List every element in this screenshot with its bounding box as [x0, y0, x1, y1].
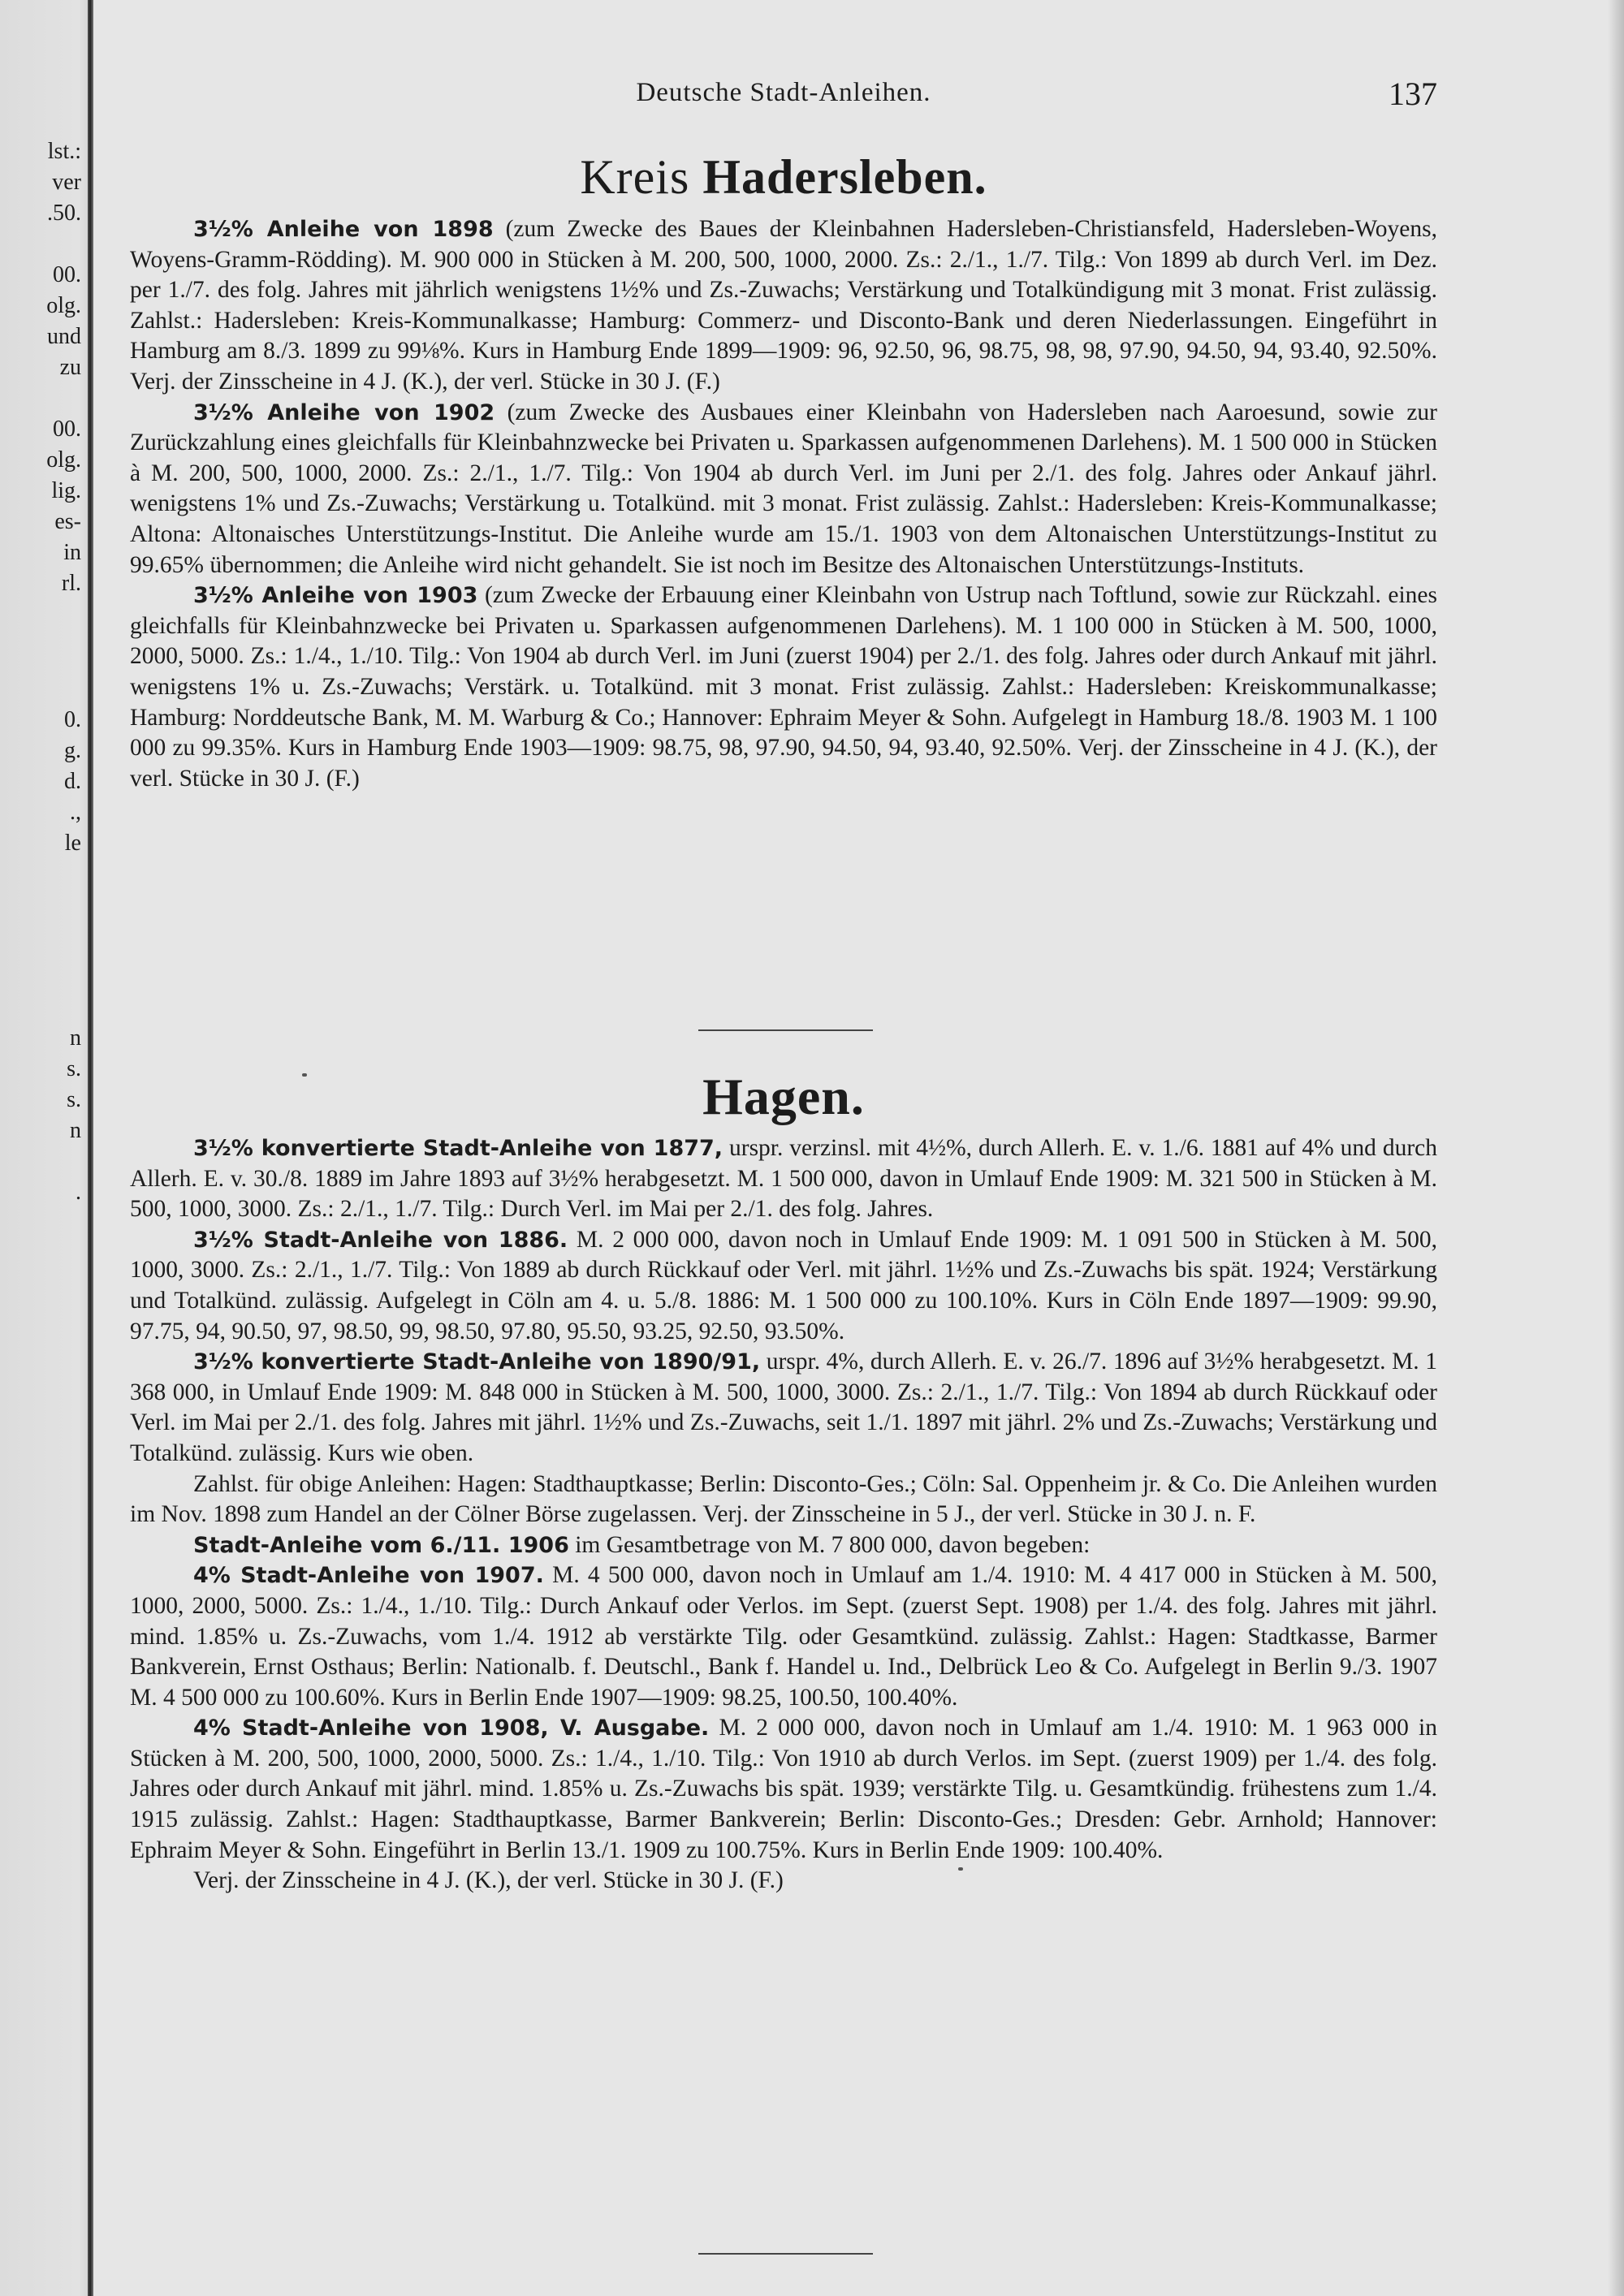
section-body-hadersleben: [130, 214, 1437, 794]
bond-entry: [130, 1530, 1437, 1561]
print-speck: [958, 1867, 963, 1871]
bond-entry-text: M. 4 500 000, davon noch in Umlauf am 1./4. 1910: M. 4 417 000 in Stücken à M. 500, 1000, 2000, 5000. Zs.: 1./4., 1./10. Tilg.: Durch Ankauf oder Verlos. im Sept. (zuerst Sept. 1908) per 1./4. des folg. Jahres mit jährl. mind. 1.85% u. Zs.-Zuwachs, vom 1./4. 1912 ab verstärkte Tilg. oder Gesamtkünd. zulässig. Zahlst.: Hagen: Stadtkasse, Barmer Bankverein, Ernst Osthaus; Berlin: Nationalb. f. Deutschl., Bank f. Handel u. Ind., Delbrück Leo & Co. Aufgelegt in Berlin 9./3. 1907 M. 4 500 000 zu 100.60%. Kurs in Berlin Ende 1907—1909: 98.25, 100.50, 100.40%.: [130, 1562, 1437, 1711]
margin-fragment: 00.: [53, 416, 81, 442]
bond-entry-text: M. 2 000 000, davon noch in Umlauf Ende 1909: M. 1 091 500 in Stücken à M. 500, 1000, 3000. Zs.: 2./1., 1./7. Tilg.: Von 1889 ab durch Rückkauf oder Verl. mit jährl. 1½% und Zs.-Zuwachs bis spät. 1924; Verstärkung und Totalkünd. zulässig. Aufgelegt in Cöln am 4. u. 5./8. 1886: M. 1 500 000 zu 100.10%. Kurs in Cöln Ende 1897—1909: 99.90, 97.75, 94, 90.50, 97, 98.50, 99, 98.50, 97.80, 95.50, 93.25, 92.50, 93.50%.: [130, 1226, 1438, 1344]
margin-fragment: [0, 1146, 81, 1177]
margin-fragment: und: [47, 324, 81, 349]
bond-entry-text: Zahlst. für obige Anleihen: Hagen: Stadthauptkasse; Berlin: Disconto-Ges.; Cöln: Sal. Oppenheim jr. & Co. Die Anleihen wurden im Nov. 1898 zum Handel an der Cölner Börse zugelassen. Verj. der Zinsscheine in 5 J., der verl. Stücke in 30 J. n. F.: [130, 1470, 1437, 1528]
bond-entry-heading: Stadt-Anleihe vom 6./11. 1906: [193, 1532, 569, 1558]
left-margin-fragments-1: [0, 136, 81, 599]
margin-fragment: olg.: [46, 447, 81, 473]
bond-entry: [130, 214, 1437, 398]
section-divider: [698, 1029, 873, 1031]
bond-entry: [130, 1560, 1437, 1713]
margin-fragment: zu: [59, 355, 81, 380]
bond-entry-text: (zum Zwecke des Baues der Kleinbahnen Hadersleben-Christiansfeld, Hadersleben-Woyens, Woyens-Gramm-Rödding). M. 900 000 in Stücken à M. 200, 500, 1000, 2000. Zs.: 2./1., 1./7. Tilg.: Von 1899 ab durch Verl. im Dez. per 1./7. des folg. Jahres mit jährlich wenigstens 1½% und Zs.-Zuwachs; Verstärkung und Totalkündigung mit 3 monat. Frist zulässig. Zahlst.: Hadersleben: Kreis-Kommunalkasse; Hamburg: Commerz- und Disconto-Bank und deren Niederlassungen. Eingeführt in Hamburg am 8./3. 1899 zu 99⅛%. Kurs in Hamburg Ende 1899—1909: 96, 92.50, 96, 98.75, 98, 98, 97.90, 94.50, 94, 93.40, 92.50%. Verj. der Zinsscheine in 4 J. (K.), der verl. Stücke in 30 J. (F.): [130, 216, 1438, 395]
bond-entry-text: im Gesamtbetrage von M. 7 800 000, davon begeben:: [568, 1531, 1091, 1558]
bond-entry-heading: 3½% Anleihe von 1902: [193, 399, 495, 425]
left-margin-fragments-2: [0, 705, 81, 859]
bond-entry-heading: 3½% konvertierte Stadt-Anleihe von 1890/91,: [193, 1349, 761, 1375]
margin-fragment: d.: [64, 769, 81, 794]
section-body-hagen: [130, 1133, 1437, 1897]
margin-fragment: in: [63, 540, 81, 565]
section-title-prefix: Kreis: [580, 150, 703, 204]
bond-entry-text: urspr. 4%, durch Allerh. E. v. 26./7. 1896 auf 3½% herabgesetzt. M. 1 368 000, in Umlauf Ende 1909: M. 848 000 in Stücken à M. 500, 1000, 3000. Zs.: 2./1., 1./7. Tilg.: Von 1894 ab durch Rückkauf oder Verl. im Mai per 2./1. des folg. Jahres mit jährl. 1½% und Zs.-Zuwachs, seit 1./1. 1897 mit jährl. 2% und Zs.-Zuwachs; Verstärkung und Totalkünd. zulässig. Kurs wie oben.: [130, 1349, 1437, 1466]
section-title-hagen: [130, 1067, 1437, 1127]
bond-entry: [130, 1713, 1437, 1866]
bond-entry-text: Verj. der Zinsscheine in 4 J. (K.), der verl. Stücke in 30 J. (F.): [193, 1867, 784, 1894]
running-head-title: Deutsche Stadt-Anleihen.: [636, 78, 931, 107]
margin-fragment: .50.: [47, 201, 81, 226]
bond-entry-heading: 3½% Anleihe von 1903: [193, 583, 478, 609]
margin-fragment: es-: [54, 509, 81, 534]
book-fold-shadow: [88, 0, 93, 2296]
margin-fragment: g.: [64, 738, 81, 763]
bond-entry: [130, 1225, 1437, 1347]
margin-fragment: s.: [67, 1056, 81, 1081]
bond-entry: [130, 398, 1437, 581]
running-head: [130, 78, 1437, 115]
print-speck: [302, 1073, 307, 1077]
margin-fragment: n: [70, 1025, 81, 1051]
bond-entry: [130, 1470, 1437, 1530]
margin-fragment: ver: [52, 170, 81, 195]
bond-entry-heading: 4% Stadt-Anleihe von 1907.: [193, 1563, 544, 1589]
margin-fragment: [0, 229, 81, 260]
margin-fragment: 0.: [64, 707, 81, 732]
section-title-main: Hadersleben.: [702, 150, 987, 204]
margin-fragment: n: [70, 1118, 81, 1143]
bond-entry: [130, 1133, 1437, 1225]
margin-fragment: 00.: [53, 262, 81, 287]
bond-entry-heading: 3½% konvertierte Stadt-Anleihe von 1877,: [193, 1136, 723, 1161]
section-title-kreis-hadersleben: [130, 149, 1437, 205]
margin-fragment: .: [76, 1180, 81, 1205]
margin-fragment: .,: [70, 800, 81, 825]
margin-fragment: le: [64, 831, 81, 856]
bond-entry-heading: 4% Stadt-Anleihe von 1908, V. Ausgabe.: [193, 1716, 710, 1741]
page-number: 137: [1389, 76, 1437, 112]
bond-entry: [130, 1347, 1437, 1469]
page-edge-shadow: [1608, 0, 1624, 2296]
bond-entry-text: M. 2 000 000, davon noch in Umlauf am 1./4. 1910: M. 1 963 000 in Stücken à M. 200, 500, 1000, 2000, 5000. Zs.: 1./4., 1./10. Tilg.: Von 1910 ab durch Verlos. im Sept. (zuerst 1909) per 1./4. des folg. Jahres oder durch Ankauf mit jährl. mind. 1.85% u. Zs.-Zuwachs bis spät. 1939; verstärkte Tilg. u. Gesamtkündig. frühestens zum 1./4. 1915 zulässig. Zahlst.: Hagen: Stadthauptkasse, Barmer Bankverein; Berlin: Disconto-Ges.; Dresden: Gebr. Arnhold; Hannover: Ephraim Meyer & Sohn. Eingeführt in Berlin 13./1. 1909 zu 100.75%. Kurs in Berlin Ende 1909: 100.40%.: [130, 1715, 1437, 1863]
bond-entry-text: (zum Zwecke des Ausbaues einer Kleinbahn von Hadersleben nach Aaroesund, sowie zur Zurückzahlung eines gleichfalls für Kleinbahnzwecke bei Privaten u. Sparkassen aufgenommenen Darlehens). M. 1 500 000 in Stücken à M. 200, 500, 1000, 2000. Zs.: 2./1., 1./7. Tilg.: Von 1904 ab durch Verl. im Juni per 2./1. des folg. Jahres oder Ankauf jährl. wenigstens 1% und Zs.-Zuwachs; Verstärkung u. Totalkünd. mit 3 monat. Frist zulässig. Zahlst.: Hadersleben: Kreis-Kommunalkasse; Altona: Altonaisches Unterstützungs-Institut. Die Anleihe wurde am 15./1. 1903 von dem Altonaischen Unterstützungs-Institut zu 99.65% übernommen; die Anleihe wird nicht gehandelt. Sie ist noch im Besitze des Altonaischen Unterstützungs-Instituts.: [130, 399, 1437, 578]
section-divider: [698, 2253, 873, 2255]
bond-entry-text: (zum Zwecke der Erbauung einer Kleinbahn von Ustrup nach Toftlund, sowie zur Rückzahl. eines gleichfalls für Kleinbahnzwecke bei Privaten u. Sparkassen aufgenommenen Darlehens). M. 1 100 000 in Stücken à M. 500, 1000, 2000, 5000. Zs.: 1./4., 1./10. Tilg.: Von 1904 ab durch Verl. im Juni (zuerst 1904) per 2./1. des folg. Jahres oder durch Ankauf mit jährl. wenigstens 1% u. Zs.-Zuwachs; Verstärk. u. Totalkünd. mit 3 monat. Frist zulässig. Zahlst.: Hadersleben: Kreiskommunalkasse; Hamburg: Norddeutsche Bank, M. M. Warburg & Co.; Hannover: Ephraim Meyer & Sohn. Aufgelegt in Hamburg 18./8. 1903 M. 1 100 000 zu 99.35%. Kurs in Hamburg Ende 1903—1909: 98.75, 98, 97.90, 94.50, 94, 93.40, 92.50%. Verj. der Zinsscheine in 4 J. (K.), der verl. Stücke in 30 J. (F.): [130, 582, 1437, 792]
margin-fragment: [0, 383, 81, 414]
margin-fragment: olg.: [46, 293, 81, 318]
margin-fragment: rl.: [61, 571, 81, 596]
margin-fragment: lst.:: [47, 139, 81, 164]
margin-fragment: lig.: [51, 478, 81, 503]
bond-entry-heading: 3½% Anleihe von 1898: [193, 217, 494, 242]
section-title-main: Hagen.: [702, 1068, 865, 1125]
bond-entry: [130, 580, 1437, 794]
bond-entry-heading: 3½% Stadt-Anleihe von 1886.: [193, 1227, 568, 1253]
margin-fragment: s.: [67, 1087, 81, 1112]
bond-entry-text: urspr. verzinsl. mit 4½%, durch Allerh. E. v. 1./6. 1881 auf 4% und durch Allerh. E. v. 30./8. 1889 im Jahre 1893 auf 3½% herabgesetzt. M. 1 500 000, davon in Umlauf Ende 1909: M. 321 500 in Stücken à M. 500, 1000, 3000. Zs.: 2./1., 1./7. Tilg.: Durch Verl. im Mai per 2./1. des folg. Jahres.: [130, 1135, 1438, 1223]
bond-entry: [130, 1866, 1437, 1897]
left-margin-fragments-3: [0, 1023, 81, 1208]
